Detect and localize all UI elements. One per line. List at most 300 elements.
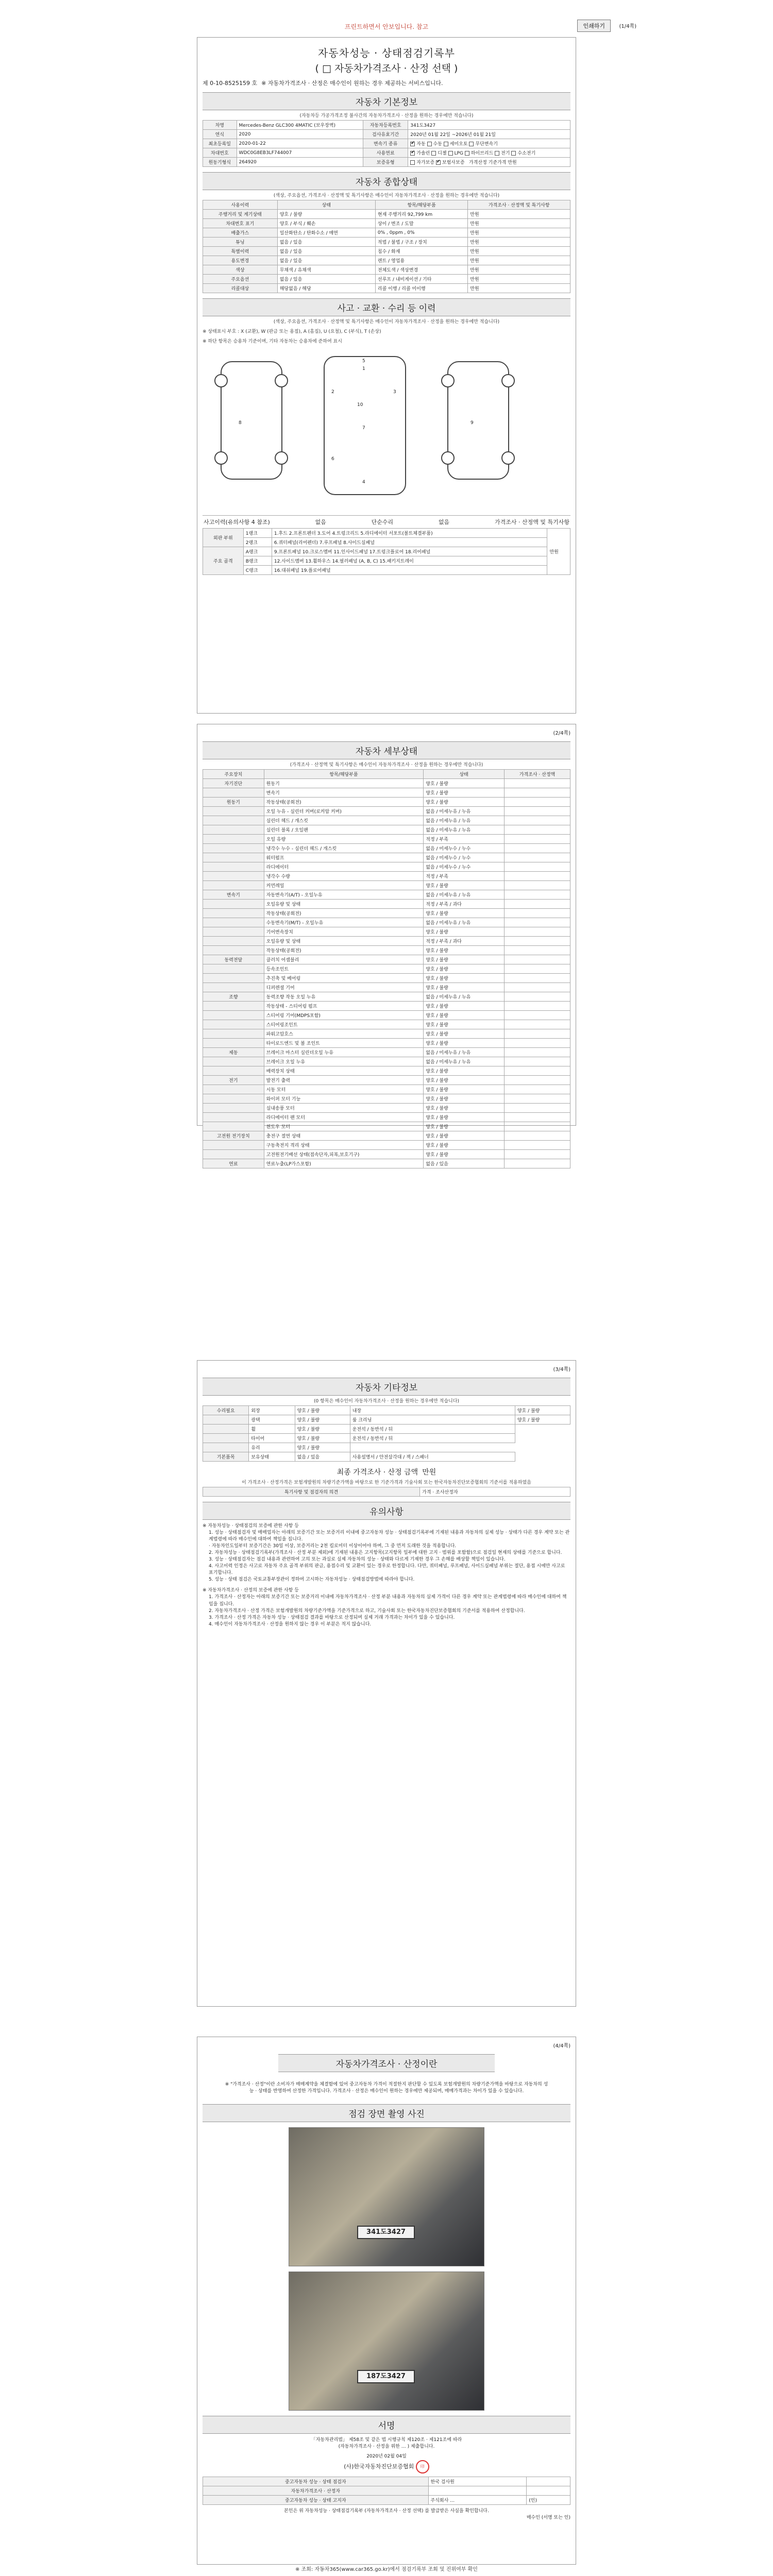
frame-rank: B랭크: [243, 556, 272, 566]
notes-section-title: 유의사항: [203, 1502, 570, 1520]
general-header-3: 항목/해당부품: [375, 200, 467, 210]
general-price: 만원: [468, 284, 570, 293]
main-frame-label: 주요 골격: [203, 547, 244, 575]
other-cell: 양호 / 불량: [295, 1406, 350, 1415]
detail-item: 브레이크 마스터 실린더오일 누유: [264, 1048, 424, 1057]
fuel-opt-1: 가솔린: [416, 151, 430, 156]
sign-cell: 중고자동차 성능 · 상태 고지자: [203, 2496, 429, 2505]
table-row: [203, 1011, 570, 1020]
general-state: 없음 / 있음: [277, 256, 375, 265]
diagram-number: 10: [357, 402, 363, 408]
table-row: [203, 918, 570, 927]
table-row: [203, 238, 570, 247]
table-row: [203, 835, 570, 844]
price-unit: 만원: [508, 160, 517, 165]
sign-cell: 자동차가격조사 · 산정자: [203, 2486, 429, 2496]
general-price: 만원: [468, 265, 570, 275]
detail-price: [504, 835, 570, 844]
detail-price: [504, 1085, 570, 1094]
checkbox-hybrid[interactable]: [465, 151, 469, 156]
detail-item: 추진축 및 베어링: [264, 974, 424, 983]
detail-price: [504, 983, 570, 992]
sign-cell: (인): [527, 2496, 570, 2505]
detail-system: [203, 974, 264, 983]
detail-system: [203, 1011, 264, 1020]
print-notice: 프린트하면서 안보입니다. 참고: [344, 23, 429, 30]
detail-price: [504, 992, 570, 1002]
diagram-number: 8: [239, 420, 242, 426]
table-row: [203, 1085, 570, 1094]
detail-state: 없음 / 미세누유 / 누유: [424, 890, 505, 900]
other-cell: [203, 1415, 249, 1425]
trans-label: 변속기 종류: [363, 139, 408, 148]
frame-group-label: 외판 부위: [203, 529, 244, 547]
detail-price: [504, 1048, 570, 1057]
detail-system: [203, 1039, 264, 1048]
detail-item: 라디에이터: [264, 862, 424, 872]
detail-price: [504, 1131, 570, 1141]
detail-price: [504, 1029, 570, 1039]
final-section-title: 자동차가격조사 · 산정이란: [278, 2054, 495, 2072]
final-price-unit: 만원: [422, 1468, 436, 1477]
table-row: [203, 529, 570, 538]
detail-price: [504, 1039, 570, 1048]
general-item: 상이 / 변조 / 도말: [375, 219, 467, 228]
footer-note: ※ 조회: 자동차365(www.car365.go.kr)에서 점검기록부 조회 및 진위여부 확인: [295, 2567, 478, 2572]
general-label: 리콜대상: [203, 284, 278, 293]
detail-system: 고전원 전기장치: [203, 1131, 264, 1141]
car-name-label: 차명: [203, 121, 237, 130]
repair-label: 단순수리: [371, 519, 394, 526]
detail-state: 양호 / 불량: [424, 927, 505, 937]
note-item: 3. 가격조사 · 산정 가격은 자동차 성능 · 상태점검 결과를 바탕으로 산정되며 실제 거래 가격과는 차이가 있을 수 있습니다.: [209, 1615, 455, 1620]
detail-system: [203, 816, 264, 825]
detail-state: 양호 / 불량: [424, 798, 505, 807]
detail-system: [203, 825, 264, 835]
table-row: [203, 1048, 570, 1057]
other-cell: 유리: [249, 1443, 295, 1452]
checkbox-auto[interactable]: [410, 142, 415, 146]
opinion-label: 특기사항 및 점검자의 의견: [203, 1487, 420, 1497]
detail-item: 브레이크 오일 누유: [264, 1057, 424, 1066]
detail-system: [203, 946, 264, 955]
diagram-number: 3: [393, 389, 396, 395]
detail-state: 없음 / 미세누유 / 누유: [424, 1048, 505, 1057]
table-row: [203, 228, 570, 238]
detail-item: 충전구 절연 상태: [264, 1131, 424, 1141]
other-cell: [203, 1443, 249, 1452]
price-label: 가격산정 기준가격: [469, 160, 507, 165]
detail-item: 와이퍼 모터 기능: [264, 1094, 424, 1104]
table-row: [203, 247, 570, 256]
car-side-left: [221, 361, 282, 480]
detail-system: [203, 1150, 264, 1159]
checkbox-diesel[interactable]: [431, 151, 436, 156]
detail-system: [203, 1085, 264, 1094]
detail-state: 양호 / 불량: [424, 1029, 505, 1039]
table-row: [203, 1434, 570, 1443]
general-price: 만원: [468, 247, 570, 256]
first-reg-label: 최초등록일: [203, 139, 237, 148]
warranty-options: [408, 158, 570, 167]
basic-note: (자동차등 가공가격조정 불사간의 자동차가격조사 · 산정을 원하는 경우에만 적습니다): [299, 113, 474, 118]
diagram-number: 2: [331, 389, 334, 395]
detail-system: [203, 1020, 264, 1029]
general-item: 적법 / 불법 / 구조 / 장치: [375, 238, 467, 247]
detail-system: 자기진단: [203, 779, 264, 788]
engine: 264920: [237, 158, 363, 167]
frame-price: 만원: [547, 529, 570, 575]
detail-system: [203, 1057, 264, 1066]
detail-state: 없음 / 미세누수 / 누수: [424, 844, 505, 853]
detail-system: [203, 862, 264, 872]
report-sheet-2: [197, 724, 576, 1167]
buyer-sign: 매수인 (서명 또는 인): [526, 2515, 570, 2521]
vin-label: 차대번호: [203, 148, 237, 158]
diagram-number: 9: [470, 420, 474, 426]
detail-state: 양호 / 불량: [424, 1113, 505, 1122]
detail-state: 양호 / 불량: [424, 964, 505, 974]
doc-note: ※ 자동차가격조사 · 산정은 매수인이 원하는 경우 제공하는 서비스입니다.: [261, 80, 443, 87]
table-row: [203, 955, 570, 964]
detail-state: 양호 / 불량: [424, 1039, 505, 1048]
detail-state: 양호 / 불량: [424, 1002, 505, 1011]
detail-price: [504, 964, 570, 974]
detail-item: 스티어링 기어(MDPS포함): [264, 1011, 424, 1020]
detail-system: 연료: [203, 1159, 264, 1168]
detail-price: [504, 927, 570, 937]
checkbox-manual[interactable]: [427, 142, 432, 146]
frame-items: 9.프론트패널 10.크로스멤버 11.인사이드패널 17.트렁크플로어 18.리어패널: [272, 547, 547, 556]
table-row: [203, 1406, 570, 1415]
engine-label: 원동기형식: [203, 158, 237, 167]
accident-summary: [203, 516, 570, 528]
warranty-type-label: 보증유형: [363, 158, 408, 167]
table-row: [203, 890, 570, 900]
detail-price: [504, 798, 570, 807]
detail-price: [504, 807, 570, 816]
detail-state: 양호 / 불량: [424, 1150, 505, 1159]
warranty-opt-1: 자가보증: [416, 160, 435, 165]
other-cell: [203, 1425, 249, 1434]
wheel-icon: [501, 451, 515, 465]
general-table: [203, 200, 570, 293]
reg-number: 341도3427: [408, 121, 570, 130]
general-price: 만원: [468, 228, 570, 238]
detail-item: 연료누출(LP가스포함): [264, 1159, 424, 1168]
basic-info-table: [203, 120, 570, 167]
fuel-options: [408, 148, 570, 158]
report-sheet-3: [197, 1360, 576, 2007]
detail-state: 양호 / 불량: [424, 1141, 505, 1150]
detail-item: 동력조향 작동 오일 누유: [264, 992, 424, 1002]
general-item: 0% , 0ppm , 0%: [375, 228, 467, 238]
table-row: [203, 2477, 570, 2486]
other-table: [203, 1405, 570, 1462]
checkbox-lpg[interactable]: [448, 151, 453, 156]
detail-header-2: 항목/해당부품: [264, 770, 424, 779]
frame-rank: C랭크: [243, 566, 272, 575]
detail-state: 양호 / 불량: [424, 1076, 505, 1085]
general-item: 리콜 이행 / 리콜 미이행: [375, 284, 467, 293]
checkbox-hydrogen[interactable]: [511, 151, 516, 156]
table-row: [203, 284, 570, 293]
diagram-number: 7: [362, 426, 365, 431]
other-cell: 양호 / 불량: [295, 1425, 350, 1434]
notes-title-2: ※ 자동차가격조사 · 산정의 보증에 관한 사항 등: [203, 1588, 299, 1594]
general-item: 침수 / 화재: [375, 247, 467, 256]
doc-number: 제 0-10-8525159 호: [203, 80, 258, 87]
detail-item: 시동 모터: [264, 1085, 424, 1094]
first-reg-date: 2020-01-22: [237, 139, 363, 148]
table-row: [203, 937, 570, 946]
report-subtitle: ( □ 자동차가격조사 · 산정 선택 ): [315, 63, 458, 74]
general-state: 양호 / 불량: [277, 210, 375, 219]
table-row: [203, 1452, 570, 1462]
general-state: 없음 / 있음: [277, 247, 375, 256]
note-item: 2. 자동차성능 · 상태점검기록부(가격조사 · 산정 부분 제외)에 기재된 내용은 고지항목(고지항목 일부에 대한 고지 · 범위를 포함함)으로 점검일 현재의 상태를 기준으로 합니다.: [209, 1550, 562, 1556]
table-row: [203, 900, 570, 909]
page-3-count: (3/4쪽): [553, 1367, 570, 1372]
detail-item: 작동상태(공회전): [264, 798, 424, 807]
final-price-label: 최종 가격조사 · 산정 금액: [337, 1468, 418, 1477]
general-label: 색상: [203, 265, 278, 275]
report-sheet-1: [197, 37, 576, 714]
other-cell: 양호 / 불량: [515, 1406, 570, 1415]
frame-items: 1.후드 2.프론트펜더 3.도어 4.트렁크리드 5.라디에이터 서포트(볼트체결부품): [272, 529, 547, 538]
detail-state: 양호 / 불량: [424, 1094, 505, 1104]
table-row: [203, 1150, 570, 1159]
table-row: [203, 992, 570, 1002]
checkbox-insurance[interactable]: [436, 160, 441, 165]
detail-item: 기어변속장치: [264, 927, 424, 937]
warranty-opt-2: 보험사보증: [442, 160, 465, 165]
general-label: 주요옵션: [203, 275, 278, 284]
detail-item: 파워고압호스: [264, 1029, 424, 1039]
detail-table: [203, 769, 570, 1168]
detail-price: [504, 909, 570, 918]
table-row: [203, 872, 570, 881]
general-header-2: 상태: [277, 200, 375, 210]
trans-opt-3: 세미오토: [449, 142, 468, 147]
year: 2020: [237, 130, 363, 139]
general-price: 만원: [468, 256, 570, 265]
detail-header-1: 주요장치: [203, 770, 264, 779]
checkbox-self[interactable]: [410, 160, 415, 165]
vin: WDC0G8EB3LF744007: [237, 148, 363, 158]
detail-system: [203, 844, 264, 853]
note-item: 3. 성능 · 상태점검자는 점검 내용과 관련하여 고의 또는 과실로 실제 자동차의 성능 · 상태와 다르게 기재한 경우 그 손해를 배상할 책임이 있습니다.: [209, 1557, 506, 1563]
detail-item: 오일유량 및 상태: [264, 900, 424, 909]
general-item: 렌트 / 영업용: [375, 256, 467, 265]
doc-number-row: [203, 79, 570, 87]
table-row: [203, 2486, 570, 2496]
detail-system: [203, 1113, 264, 1122]
detail-system: [203, 1002, 264, 1011]
detail-state: 양호 / 불량: [424, 946, 505, 955]
note-item: 1. 가격조사 · 산정자는 아래의 보증기간 또는 보증거리 이내에 자동차가격조사 · 산정 부분 내용과 자동차의 실제 가격이 다른 경우 계약 또는 관계법령에 따라 매수인에 대하여 책임을 집니다.: [209, 1595, 567, 1607]
detail-price: [504, 1150, 570, 1159]
wheel-icon: [275, 374, 288, 387]
frame-rank: 2랭크: [243, 538, 272, 547]
detail-price: [504, 1002, 570, 1011]
note-item: 5. 성능 · 상태 점검은 국토교통부장관이 정하여 고시하는 자동차성능 · 상태점검방법에 따라야 합니다.: [209, 1577, 415, 1583]
wheel-icon: [275, 451, 288, 465]
detail-price: [504, 816, 570, 825]
detail-price: [504, 1122, 570, 1131]
fuel-opt-2: 디젤: [438, 151, 447, 156]
table-row: [203, 265, 570, 275]
notes-list-2: [203, 1594, 570, 1628]
note-item: · 자동차인도일부터 보증기간은 30일 이상, 보증거리는 2천 킬로미터 이상이어야 하며, 그 중 먼저 도래한 것을 적용합니다.: [209, 1544, 457, 1549]
detail-state: 없음 / 미세누수 / 누수: [424, 853, 505, 862]
general-label: 용도변경: [203, 256, 278, 265]
other-cell: 타이어: [249, 1434, 295, 1443]
detail-system: 조향: [203, 992, 264, 1002]
table-row: [203, 1113, 570, 1122]
general-section-title: 자동차 종합상태: [203, 172, 570, 190]
general-item: 전체도색 / 색상변경: [375, 265, 467, 275]
detail-item: 냉각수 수량: [264, 872, 424, 881]
detail-item: 작동상태(공회전): [264, 946, 424, 955]
other-cell: 내장: [350, 1406, 515, 1415]
detail-price: [504, 1066, 570, 1076]
table-row: [203, 1066, 570, 1076]
general-state: 없음 / 있음: [277, 275, 375, 284]
detail-state: 없음 / 있음: [424, 1159, 505, 1168]
notes-list: [203, 1530, 570, 1583]
sign-cell: [527, 2477, 570, 2486]
general-label: 주행거리 및 계기상태: [203, 210, 278, 219]
general-price: 만원: [468, 219, 570, 228]
license-plate: 341도3427: [357, 2226, 415, 2239]
detail-state: 양호 / 불량: [424, 881, 505, 890]
license-plate: 187도3427: [357, 2370, 415, 2383]
detail-state: 없음 / 미세누유 / 누유: [424, 816, 505, 825]
diagram-number: 4: [362, 480, 365, 485]
basic-section-title: 자동차 기본정보: [203, 92, 570, 110]
table-row: [203, 1002, 570, 1011]
detail-item: 워터펌프: [264, 853, 424, 862]
accident-legend: ※ 상태표시 부호 : X (교환), W (판금 또는 용접), A (흠집), U (요철), C (부식), T (손상): [203, 329, 381, 334]
checkbox-semi[interactable]: [444, 142, 448, 146]
detail-price: [504, 974, 570, 983]
detail-item: 커먼레일: [264, 881, 424, 890]
detail-header-3: 상태: [424, 770, 505, 779]
other-cell: 외장: [249, 1406, 295, 1415]
table-row: [203, 974, 570, 983]
sign-cell: [428, 2486, 527, 2496]
vehicle-front-photo: [289, 2127, 484, 2266]
opinion-sub: 가격 · 조사산정자: [420, 1487, 570, 1497]
other-cell: 룸 크리닝: [350, 1415, 515, 1425]
history-label: 사고이력(유의사항 4 참조): [204, 519, 270, 526]
detail-state: 양호 / 불량: [424, 1011, 505, 1020]
detail-state: 양호 / 불량: [424, 779, 505, 788]
detail-state: 없음 / 미세누수 / 누수: [424, 862, 505, 872]
table-row: [203, 1076, 570, 1085]
page-count: (1/4쪽): [619, 24, 636, 29]
history-value: 없음: [315, 519, 326, 526]
detail-system: [203, 853, 264, 862]
detail-price: [504, 946, 570, 955]
table-row: [203, 1020, 570, 1029]
other-section-title: 자동차 기타정보: [203, 1378, 570, 1396]
fuel-opt-4: 하이브리드: [470, 151, 494, 156]
detail-state: 적정 / 부족: [424, 872, 505, 881]
sign-text-2: (자동차가격조사 · 산정을 위한 … ) 제출합니다.: [338, 2444, 435, 2450]
detail-price: [504, 900, 570, 909]
year-label: 연식: [203, 130, 237, 139]
report-title: 자동차성능 · 상태점검기록부: [318, 47, 455, 59]
detail-section-title: 자동차 세부상태: [203, 741, 570, 759]
general-state: 무채색 / 유채색: [277, 265, 375, 275]
opinion-note: 이 가격조사 · 산정가격은 보험개발원의 차량기준가액을 바탕으로 한 기준가격과 기술사회 또는 한국자동차진단보증협회의 기준서를 적용하였음: [242, 1480, 531, 1485]
print-button[interactable]: 인쇄하기: [577, 20, 611, 32]
general-price: 만원: [468, 275, 570, 284]
detail-system: 전기: [203, 1076, 264, 1085]
detail-item: 수동변속기(M/T) - 오일누유: [264, 918, 424, 927]
wheel-icon: [441, 374, 455, 387]
table-row: [203, 1094, 570, 1104]
frame-rank: 1랭크: [243, 529, 272, 538]
detail-state: 양호 / 불량: [424, 983, 505, 992]
table-row: [203, 210, 570, 219]
general-state: 일산화탄소 / 탄화수소 / 매연: [277, 228, 375, 238]
checkbox-cvt[interactable]: [469, 142, 474, 146]
detail-price: [504, 1159, 570, 1168]
table-row: [203, 788, 570, 798]
fuel-opt-3: LPG: [454, 151, 463, 156]
detail-item: 등속조인트: [264, 964, 424, 974]
wheel-icon: [214, 374, 228, 387]
detail-price: [504, 1113, 570, 1122]
detail-item: 원동기: [264, 779, 424, 788]
sign-text: 「자동차관리법」 제58조 및 같은 법 시행규칙 제120조 · 제121조에 따라: [311, 2437, 462, 2443]
table-row: [203, 853, 570, 862]
detail-state: 양호 / 불량: [424, 974, 505, 983]
car-diagram: [203, 346, 570, 516]
repair-value: 없음: [438, 519, 450, 526]
detail-price: [504, 1057, 570, 1066]
detail-item: 오일 유량: [264, 835, 424, 844]
general-price: 만원: [468, 238, 570, 247]
top-bar: [0, 15, 773, 37]
detail-state: 양호 / 불량: [424, 1066, 505, 1076]
opinion-table: [203, 1487, 570, 1497]
detail-state: 적정 / 부족: [424, 835, 505, 844]
table-row: [203, 779, 570, 788]
table-row: [203, 2496, 570, 2505]
frame-table: [203, 528, 570, 575]
detail-item: 실린더 헤드 / 개스킷: [264, 816, 424, 825]
frame-items: 6.쿼터패널(리어펜더) 7.루프패널 8.사이드실패널: [272, 538, 547, 547]
general-price: 만원: [468, 210, 570, 219]
frame-items: 12.사이드멤버 13.휠하우스 14.필러패널 (A, B, C) 15.패키지트레이: [272, 556, 547, 566]
checkbox-gasoline[interactable]: [410, 151, 415, 156]
detail-item: 오일 누유 - 실린더 커버(로커암 커버): [264, 807, 424, 816]
table-row: [203, 219, 570, 228]
trans-opt-2: 수동: [433, 142, 442, 147]
detail-system: [203, 1122, 264, 1131]
car-side-right: [447, 361, 509, 480]
checkbox-ev[interactable]: [495, 151, 499, 156]
warranty-label: 검사유효기간: [363, 130, 408, 139]
detail-price: [504, 1076, 570, 1085]
table-row: [203, 946, 570, 955]
detail-price: [504, 825, 570, 835]
other-cell: 양호 / 불량: [295, 1434, 350, 1443]
